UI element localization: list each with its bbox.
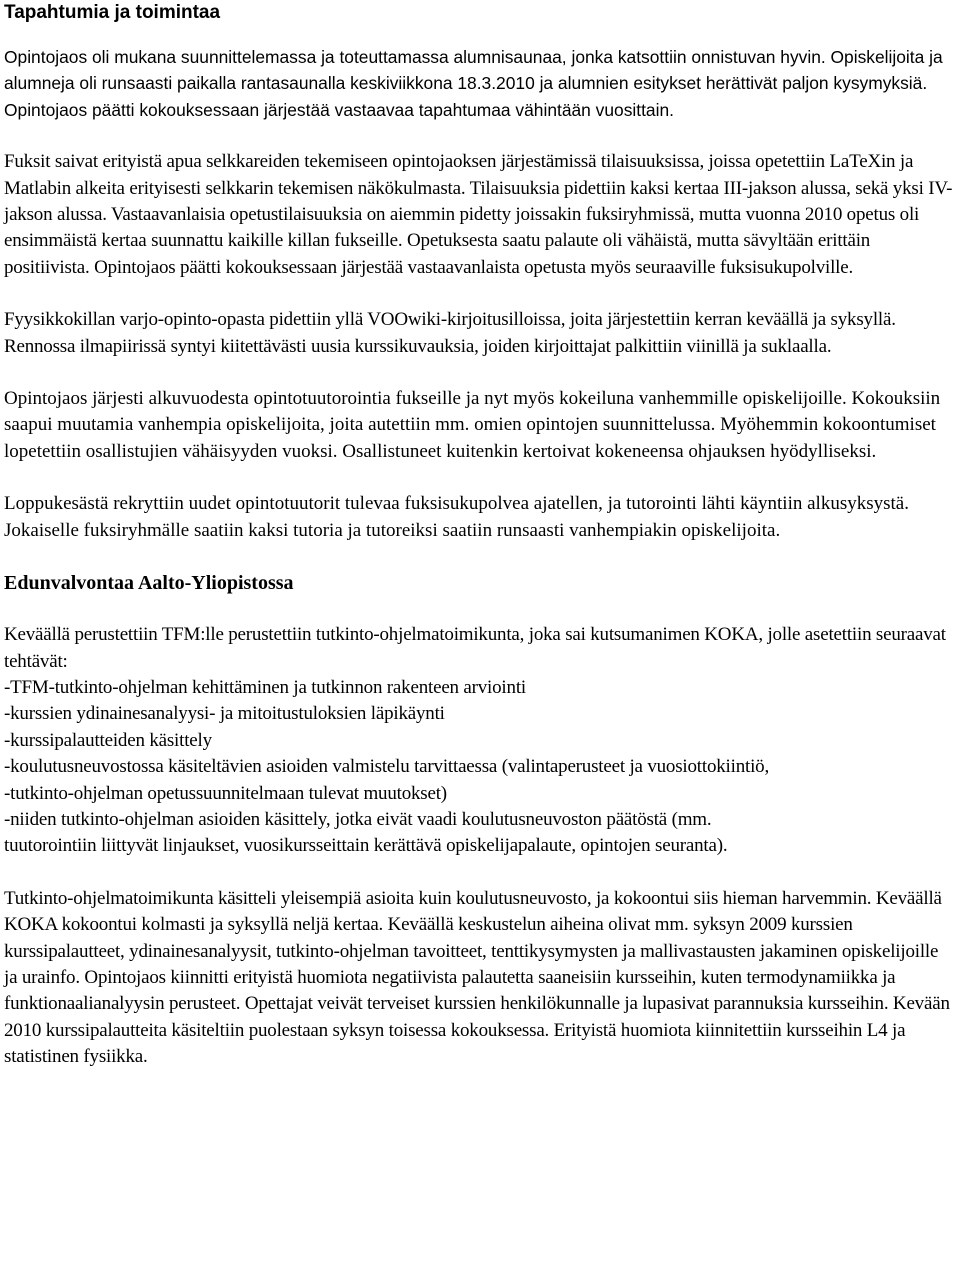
koka-task-item: -tutkinto-ohjelman opetussuunnitelmaan tulevat muutokset) [4, 782, 447, 804]
koka-intro: Keväällä perustettiin TFM:lle perustettiin tutkinto-ohjelmatoimikunta, joka sai kutsumanimen KOKA, jolle asetettiin seuraavat tehtävät: [4, 624, 946, 672]
section-heading-events: Tapahtumia ja toimintaa [4, 2, 221, 23]
koka-task-item: -kurssien ydinainesanalyysi- ja mitoitustuloksien läpikäynti [4, 703, 445, 725]
paragraph-voowiki: Fyysikkokillan varjo-opinto-opasta pidettiin yllä VOOwiki-kirjoitusilloissa, joita järjestettiin kerran keväällä ja syksyllä. Rennossa ilmapiirissä syntyi kiitettävästi uusia kurssikuvauksia, joiden kirjoittajat palkittiin viinillä ja suklaalla. [4, 309, 896, 357]
paragraph-tutoring: Opintojaos järjesti alkuvuodesta opintotuutorointia fukseille ja nyt myös kokeiluna vanhemmille opiskelijoille. Kokouksiin saapui muutamia vanhempia opiskelijoita, joita autettiin mm. omien opintojen suunnittelussa. Myöhemmin kokoontumiset lopetettiin osallistujien vähäisyyden vuoksi. Osallistuneet kuitenkin kertoivat kokeneensa ohjauksen hyödylliseksi. [4, 388, 941, 462]
paragraph-new-tutors: Loppukesästä rekryttiin uudet opintotuutorit tulevaa fuksisukupolvea ajatellen, ja tutorointi lähti käyntiin alkusyksystä. Jokaiselle fuksiryhmälle saatiin kaksi tutoria ja tutoreiksi saatiin runsaasti vanhempiakin opiskelijoita. [4, 493, 909, 541]
koka-task-item: -koulutusneuvostossa käsiteltävien asioiden valmistelu tarvittaessa (valintaperusteet ja vuosiottokiintiö, [4, 756, 770, 778]
section-heading-advocacy: Edunvalvontaa Aalto-Yliopistossa [4, 572, 294, 595]
koka-task-item: -niiden tutkinto-ohjelman asioiden käsittely, jotka eivät vaadi koulutusneuvoston päätöstä (mm. [4, 808, 712, 830]
koka-task-item: -TFM-tutkinto-ohjelman kehittäminen ja tutkinnon rakenteen arviointi [4, 676, 526, 698]
paragraph-alumni-sauna: Opintojaos oli mukana suunnittelemassa ja toteuttamassa alumnisaunaa, jonka katsottiin onnistuvan hyvin. Opiskelijoita ja alumneja oli runsaasti paikalla rantasaunalla keskiviikkona 18.3.2010 ja alumnien esitykset herättivät paljon kysymyksiä. Opintojaos päätti kokouksessaan järjestää vastaavaa tapahtumaa vähintään vuosittain. [4, 47, 943, 120]
koka-task-item: -kurssipalautteiden käsittely [4, 729, 212, 751]
koka-task-item: tuutorointiin liittyvät linjaukset, vuosikursseittain kerättävä opiskelijapalaute, opintojen seuranta). [4, 835, 728, 857]
paragraph-fuksi-training: Fuksit saivat erityistä apua selkkareiden tekemiseen opintojaoksen järjestämissä tilaisuuksissa, joissa opetettiin LaTeXin ja Matlabin alkeita erityisesti selkkarin tekemisen näkökulmasta. Tilaisuuksia pidettiin kaksi kertaa III-jakson alussa, sekä yksi IV-jakson alussa. Vastaavanlaisia opetustilaisuuksia on aiemmin pidetty joissakin fuksiryhmissä, mutta vuonna 2010 opetus oli ensimmäistä kertaa suunnattu kaikille killan fukseille. Opetuksesta saatu palaute oli vähäistä, mutta sävyltään erittäin positiivista. Opintojaos päätti kokouksessaan järjestää vastaavanlaista opetusta myös seuraaville fuksisukupolville. [4, 151, 953, 278]
koka-task-list [4, 622, 956, 860]
paragraph-koka-meetings: Tutkinto-ohjelmatoimikunta käsitteli yleisempiä asioita kuin koulutusneuvosto, ja kokoontui siis hieman harvemmin. Keväällä KOKA kokoontui kolmasti ja syksyllä neljä kertaa. Keväällä keskustelun aiheina olivat mm. syksyn 2009 kurssien kurssipalautteet, ydinainesanalyysit, tutkinto-ohjelman tavoitteet, tenttikysymysten ja mallivastausten jakaminen opiskelijoille ja urainfo. Opintojaos kiinnitti erityistä huomiota negatiivista palautetta saaneisiin kursseihin, kuten termodynamiikka ja funktionaalianalyysin perusteet. Opettajat veivät terveiset kurssien henkilökunnalle ja lupasivat parannuksia kursseihin. Kevään 2010 kurssipalautteita käsiteltiin puolestaan syksyn toisessa kokouksessa. Erityistä huomiota kiinnitettiin kursseihin L4 ja statistinen fysiikka. [4, 887, 950, 1068]
